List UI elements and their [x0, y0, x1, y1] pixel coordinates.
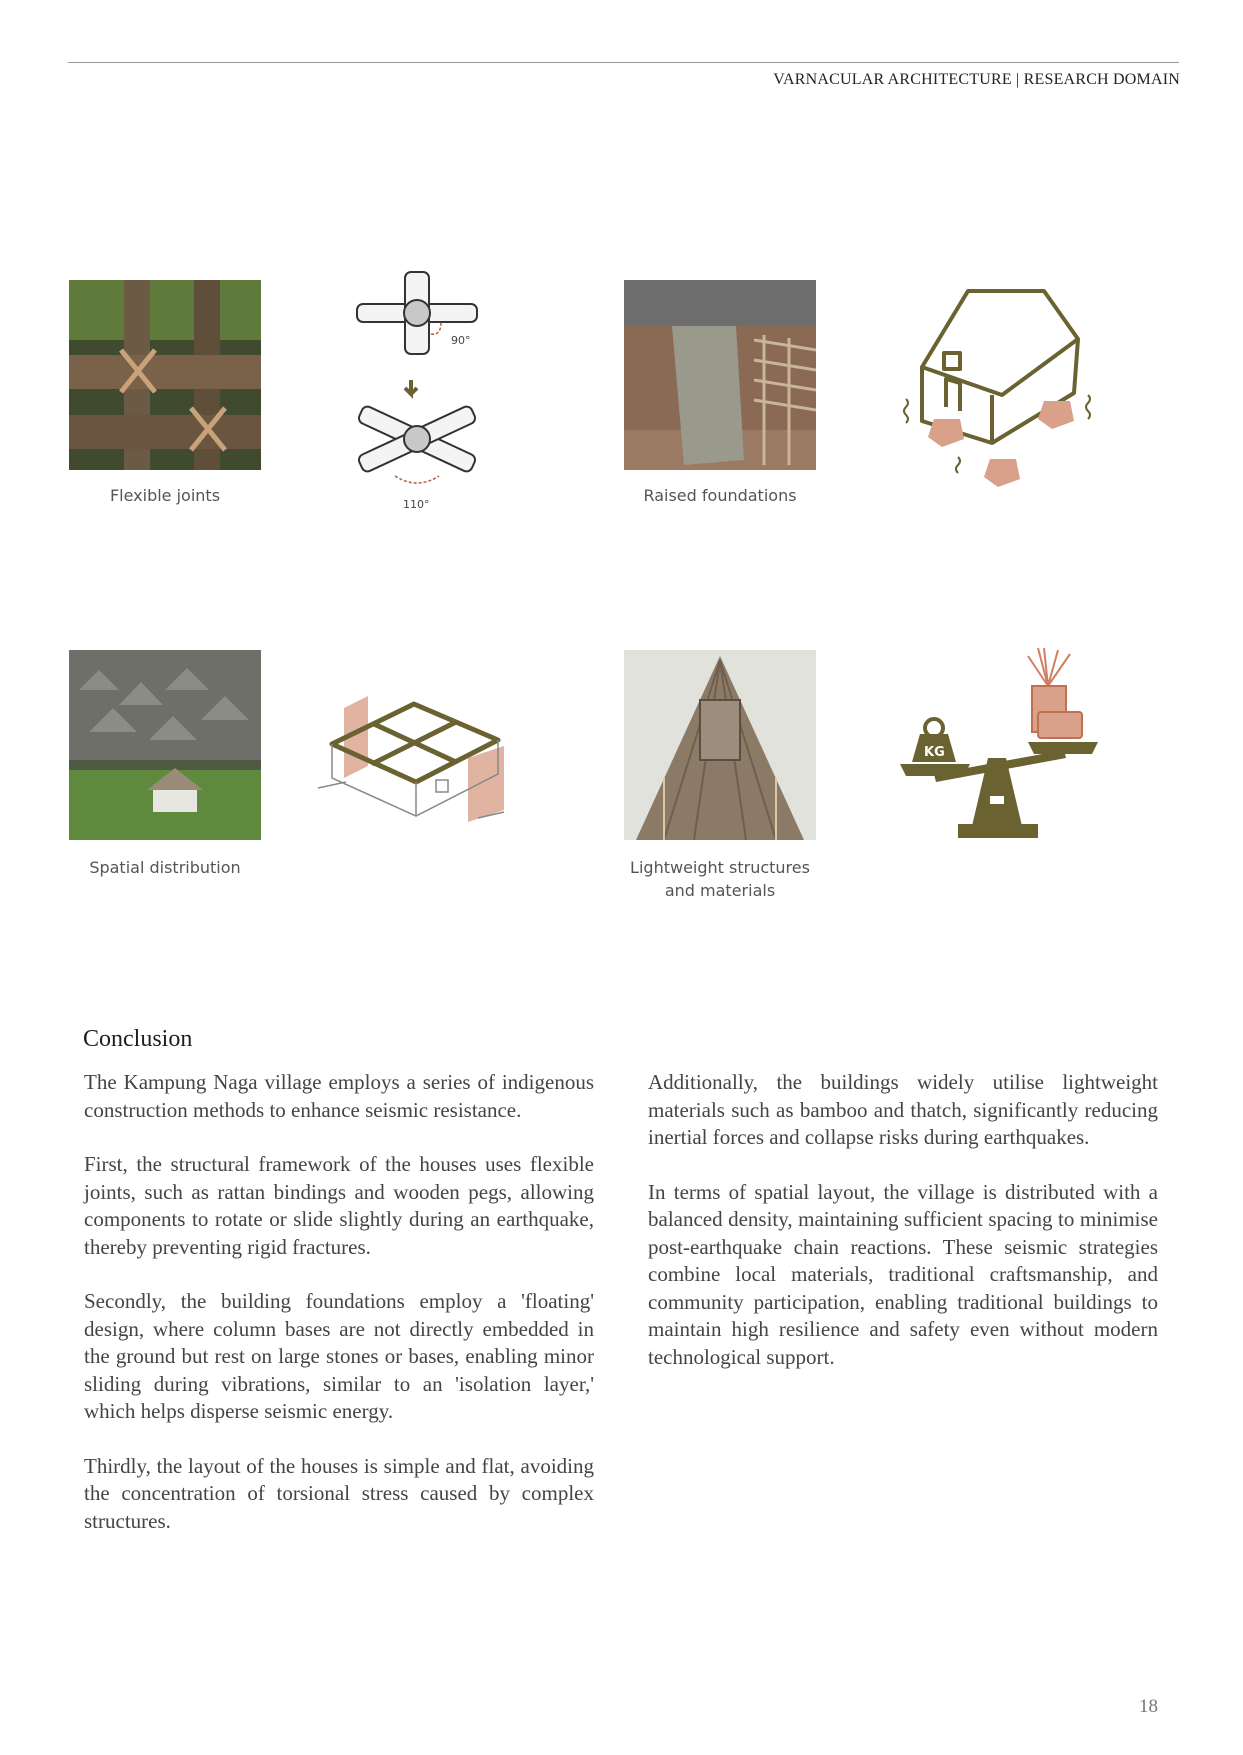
conclusion-left-column [84, 1069, 594, 1562]
header-rule [68, 62, 1179, 63]
conclusion-heading: Conclusion [83, 1026, 193, 1052]
paragraph: The Kampung Naga village employs a series of indigenous construction methods to enhance seismic resistance. [84, 1070, 594, 1122]
paragraph: In terms of spatial layout, the village is distributed with a balanced density, maintaining sufficient spacing to minimise post-earthquake chain reactions. These seismic strategies combine local materials, traditional craftsmanship, and community participation, enabling traditional buildings to maintain high resilience and safety even without modern technological support. [648, 1179, 1158, 1369]
page-number: 18 [1139, 1696, 1158, 1717]
paragraph: Additionally, the buildings widely utilise lightweight materials such as bamboo and thatch, significantly reducing inertial forces and collapse risks during earthquakes. [648, 1070, 1158, 1149]
caption-lightweight-line1: Lightweight structures [630, 858, 810, 877]
bamboo-joint-photo [69, 280, 261, 470]
paragraph: First, the structural framework of the houses uses flexible joints, such as rattan bindings and wooden pegs, allowing components to rotate or slide slightly during an earthquake, thereby preventing rigid fractures. [84, 1152, 594, 1259]
paragraph: Secondly, the building foundations employ a 'floating' design, where column bases are not directly embedded in the ground but rest on large stones or bases, enabling minor sliding during vibrations, similar to an 'isolation layer,' which helps disperse seismic energy. [84, 1289, 594, 1423]
caption-lightweight-line2: and materials [664, 881, 776, 900]
joint-rotation-diagram [347, 268, 487, 512]
kg-label: KG [924, 745, 945, 760]
caption-raised-foundations: Raised foundations [643, 486, 797, 505]
floor-plan-diagram [318, 692, 508, 830]
running-header: VARNACULAR ARCHITECTURE | RESEARCH DOMAIN [773, 71, 1180, 88]
paragraph: Thirdly, the layout of the houses is simple and flat, avoiding the concentration of torsional stress caused by complex structures. [84, 1453, 594, 1533]
angle-label-90: 90° [451, 334, 471, 347]
caption-spatial-distribution: Spatial distribution [89, 858, 241, 877]
raised-foundation-photo [624, 280, 816, 470]
village-aerial-photo [69, 650, 261, 840]
floating-house-icon [898, 283, 1098, 488]
thatched-roof-photo [624, 650, 816, 840]
caption-lightweight [610, 856, 830, 902]
angle-label-110: 110° [403, 498, 430, 511]
caption-flexible-joints: Flexible joints [109, 486, 221, 505]
conclusion-right-column [648, 1069, 1158, 1398]
balance-scale-icon [898, 646, 1106, 844]
